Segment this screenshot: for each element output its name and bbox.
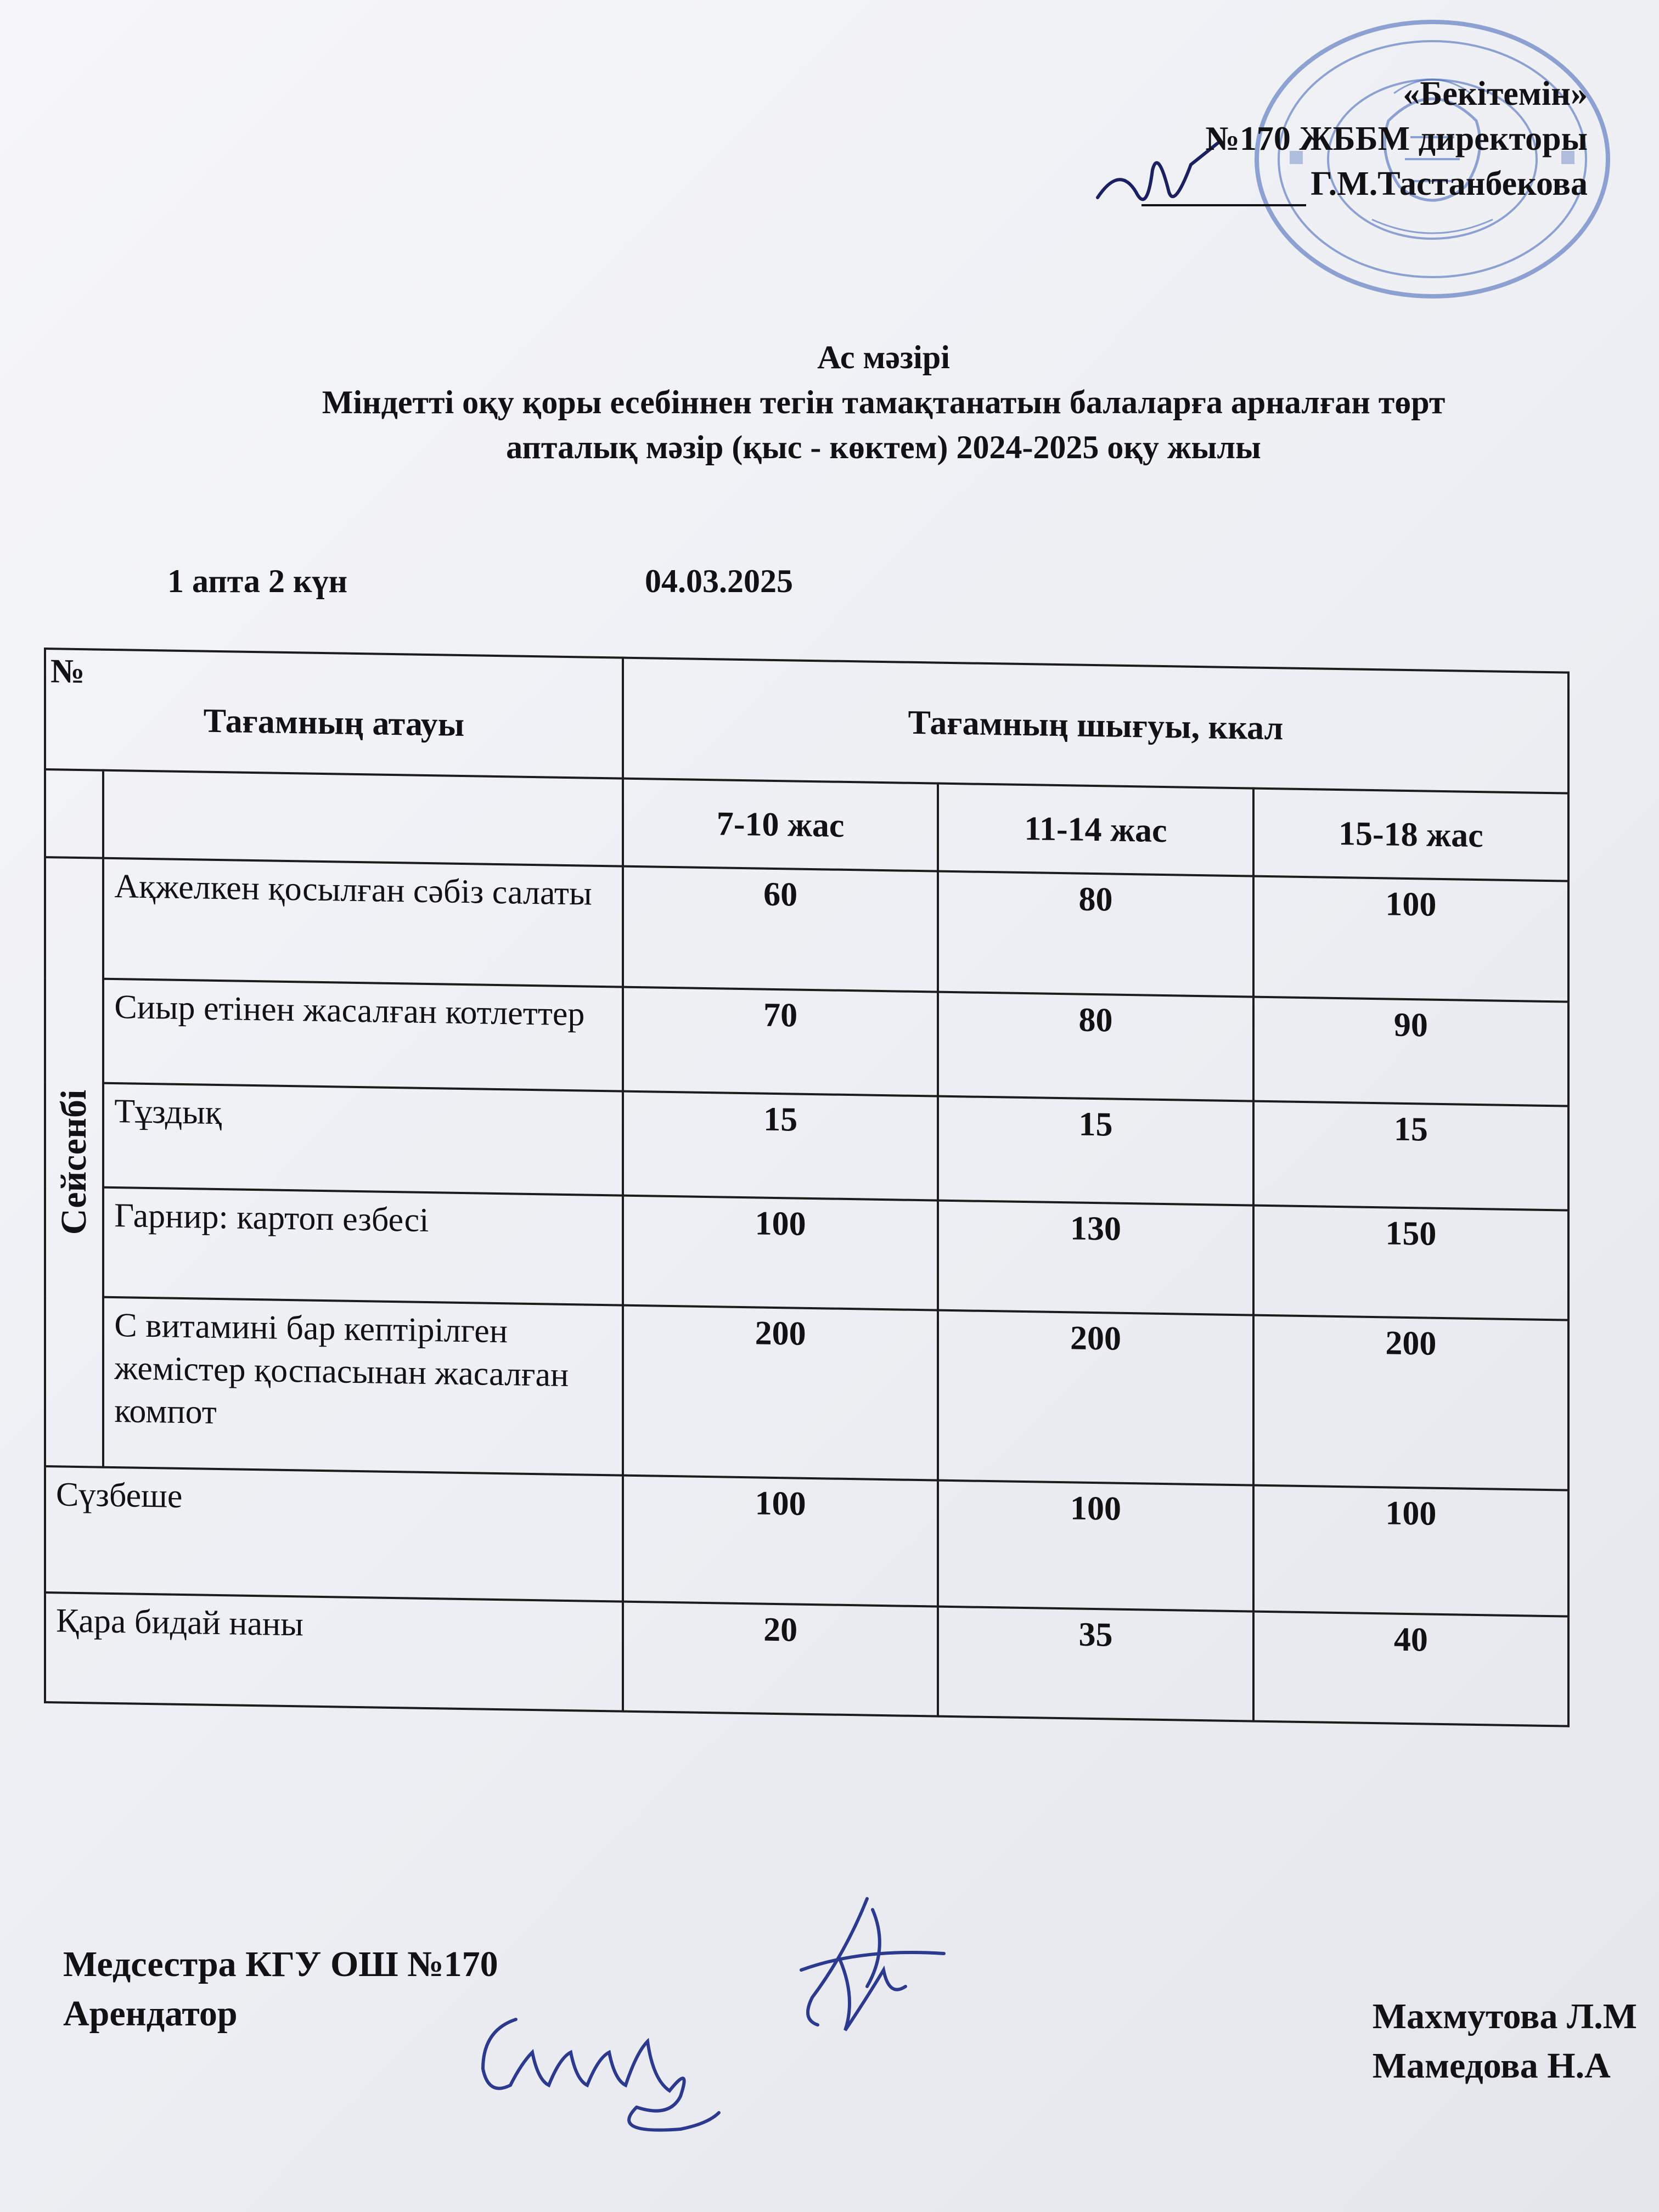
table-row: [45, 1592, 1568, 1726]
menu-title: [165, 335, 1602, 470]
value-11-14: 100: [938, 1481, 1253, 1612]
tenant-signature: [472, 1997, 735, 2140]
header-spacer: [45, 769, 103, 858]
title-line-2: Міндетті оқу қоры есебіннен тегін тамақтанатын балаларға арналған төрт: [322, 384, 1446, 420]
signature-underline: [1141, 172, 1306, 206]
nurse-signature: [779, 1888, 955, 2052]
value-11-14: 80: [938, 871, 1253, 997]
value-11-14: 130: [938, 1201, 1253, 1315]
header-spacer-name: [103, 770, 623, 866]
dish-name-header-label: Тағамның атауы: [203, 702, 465, 744]
dish-name-header: [45, 649, 623, 779]
value-15-18: 200: [1253, 1315, 1568, 1490]
value-7-10: 60: [623, 866, 938, 992]
age-group-15-18: 15-18 жас: [1253, 789, 1568, 881]
value-7-10: 100: [623, 1476, 938, 1607]
dish-name: Сиыр етінен жасалған котлеттер: [103, 979, 623, 1091]
dish-name: С витамині бар кептірілген жемістер қоспасынан жасалған компот: [103, 1297, 623, 1476]
value-7-10: 100: [623, 1196, 938, 1310]
value-15-18: 100: [1253, 876, 1568, 1002]
value-7-10: 20: [623, 1602, 938, 1716]
value-11-14: 80: [938, 992, 1253, 1101]
value-15-18: 15: [1253, 1101, 1568, 1211]
dish-name: Тұздық: [103, 1083, 623, 1196]
footer-left-block: [63, 1940, 498, 2039]
age-group-11-14: 11-14 жас: [938, 784, 1253, 876]
title-line-3: апталық мәзір (қыс - көктем) 2024-2025 оқу жылы: [506, 429, 1261, 465]
table-row: [45, 857, 1568, 1002]
dish-name: Қара бидай наны: [45, 1592, 623, 1712]
week-day-label: 1 апта 2 күн: [167, 563, 348, 599]
approval-heading: «Бекітемін»: [1403, 75, 1588, 112]
footer-right-block: [1373, 1992, 1637, 2091]
value-11-14: 35: [938, 1607, 1253, 1721]
footer-nurse-name: Махмутова Л.М: [1372, 1996, 1637, 2036]
approval-signature-line: [1141, 161, 1588, 206]
approval-position: №170 ЖББМ директоры: [1205, 120, 1588, 157]
value-15-18: 90: [1253, 997, 1568, 1106]
dish-name: Гарнир: картоп езбесі: [103, 1187, 623, 1305]
menu-table: [44, 648, 1570, 1727]
approval-block: [1141, 71, 1588, 206]
dish-name: Ақжелкен қосылған сәбіз салаты: [103, 858, 623, 987]
day-label: Сейсенбі: [54, 1089, 94, 1235]
table-row: [45, 1296, 1568, 1490]
footer-tenant-position: Арендатор: [63, 1994, 238, 2034]
number-header: №: [50, 652, 85, 691]
dish-name: Сүзбеше: [45, 1466, 623, 1602]
value-11-14: 200: [938, 1310, 1253, 1485]
day-cell: [45, 857, 103, 1467]
menu-date: 04.03.2025: [645, 563, 793, 599]
footer-nurse-position: Медсестра КГУ ОШ №170: [63, 1944, 498, 1984]
value-15-18: 40: [1253, 1612, 1568, 1726]
value-7-10: 15: [623, 1091, 938, 1201]
table-header-row: [45, 649, 1568, 793]
value-7-10: 200: [623, 1305, 938, 1481]
title-line-1: Ас мәзірі: [817, 339, 950, 375]
output-header: Тағамның шығуы, ккал: [623, 658, 1568, 793]
value-15-18: 100: [1253, 1485, 1568, 1617]
value-7-10: 70: [623, 987, 938, 1096]
value-11-14: 15: [938, 1096, 1253, 1206]
footer-tenant-name: Мамедова Н.А: [1372, 2046, 1611, 2086]
age-group-7-10: 7-10 жас: [623, 779, 938, 871]
value-15-18: 150: [1253, 1206, 1568, 1320]
approval-director-name: Г.М.Тастанбекова: [1311, 165, 1588, 202]
table-row: [45, 1466, 1568, 1617]
